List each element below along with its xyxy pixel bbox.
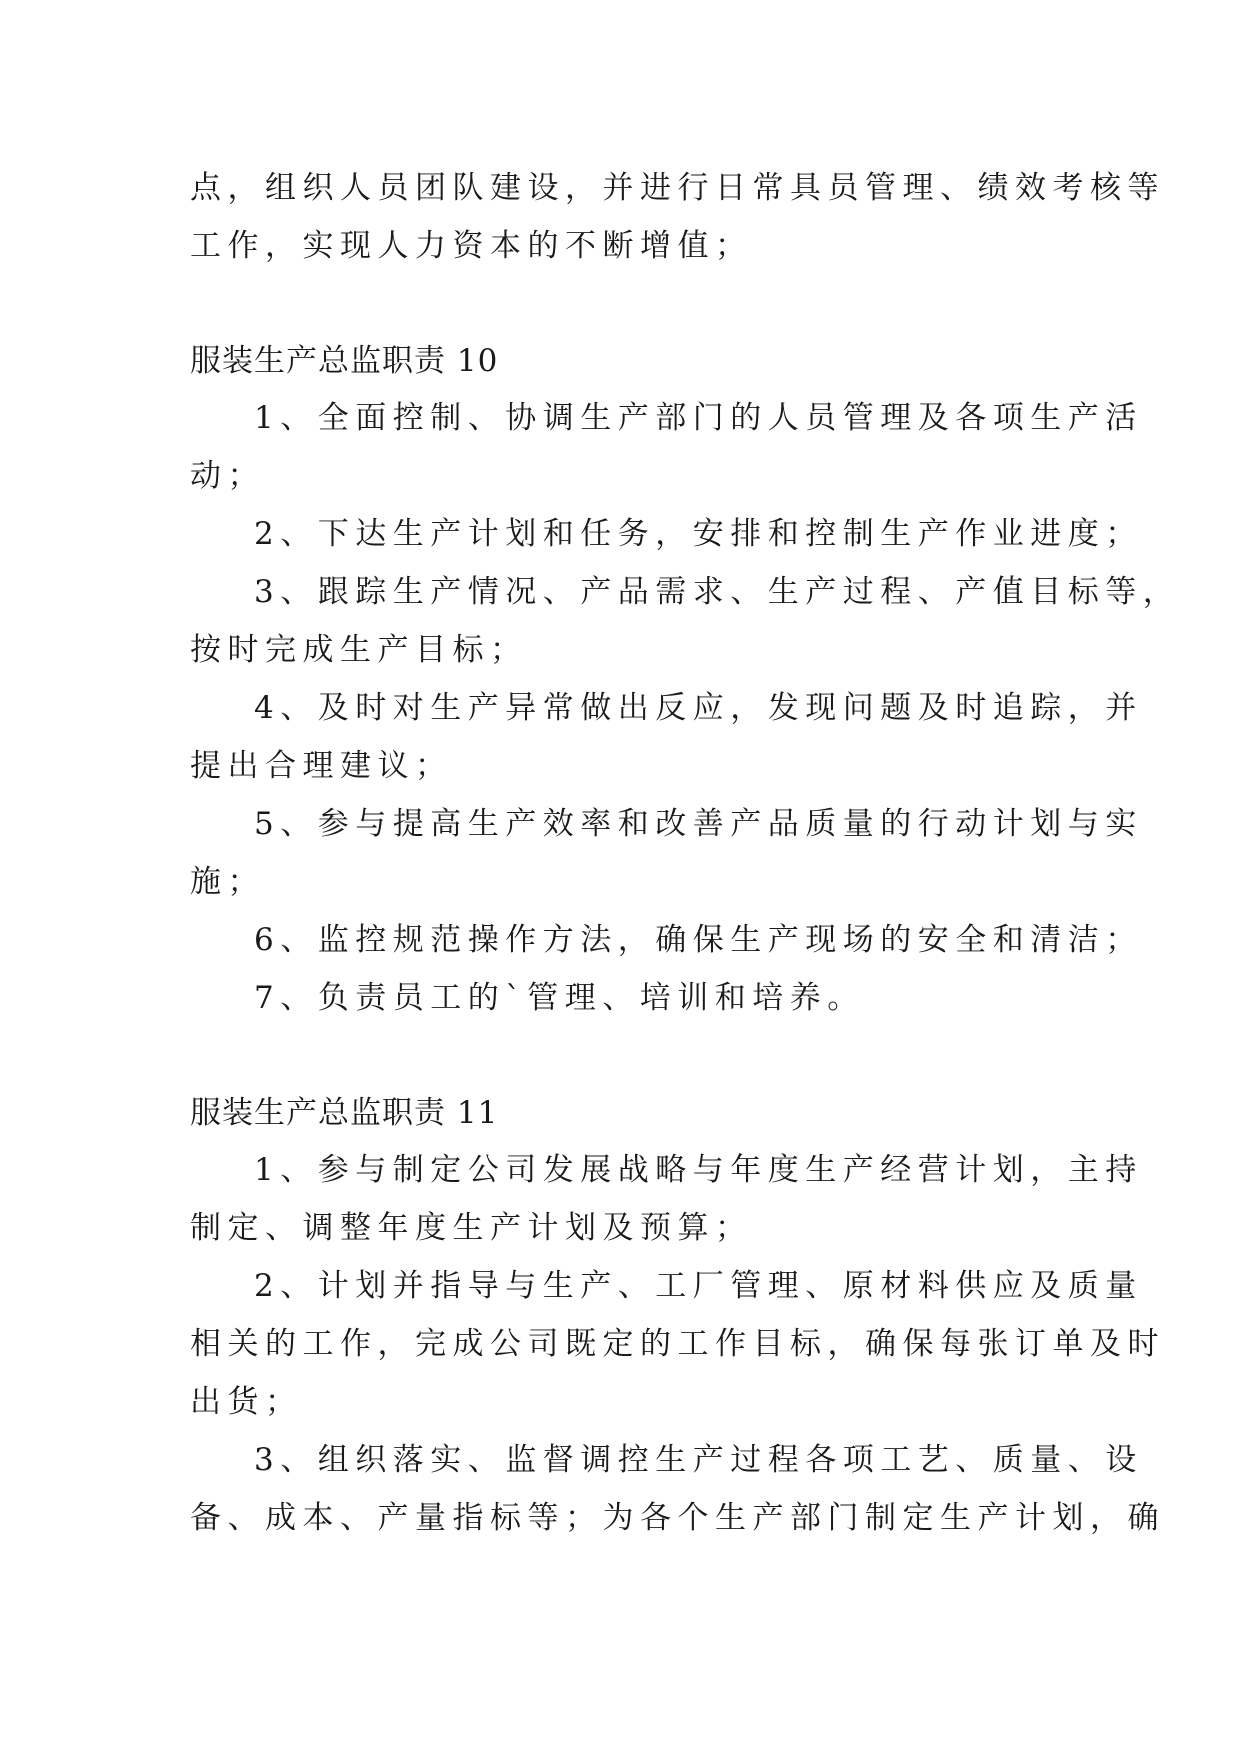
list-item-text: 4、及时对生产异常做出反应，发现问题及时追踪，并 — [254, 690, 1143, 726]
list-item-text: 6、监控规范操作方法，确保生产现场的安全和清洁； — [254, 922, 1143, 958]
list-item-text: 施； — [190, 864, 265, 900]
section-heading: 服装生产总监职责 10 — [190, 343, 499, 379]
list-item-text: 提出合理建议； — [190, 748, 453, 784]
list-item-text: 2、计划并指导与生产、工厂管理、原材料供应及质量 — [254, 1268, 1143, 1304]
list-item-text: 3、组织落实、监督调控生产过程各项工艺、质量、设 — [254, 1442, 1143, 1478]
list-item-text: 5、参与提高生产效率和改善产品质量的行动计划与实 — [254, 806, 1143, 842]
body-text-line: 工作，实现人力资本的不断增值； — [190, 228, 753, 264]
list-item-text: 制定、调整年度生产计划及预算； — [190, 1210, 753, 1246]
section-heading: 服装生产总监职责 11 — [190, 1095, 499, 1131]
list-item-text: 3、跟踪生产情况、产品需求、生产过程、产值目标等， — [254, 574, 1181, 610]
list-item-text: 1、全面控制、协调生产部门的人员管理及各项生产活 — [254, 400, 1143, 436]
list-item-text: 相关的工作，完成公司既定的工作目标，确保每张订单及时 — [190, 1326, 1165, 1362]
list-item-text: 出货； — [190, 1384, 303, 1420]
list-item-text: 动； — [190, 458, 265, 494]
list-item-text: 2、下达生产计划和任务，安排和控制生产作业进度； — [254, 516, 1143, 552]
list-item-text: 1、参与制定公司发展战略与年度生产经营计划，主持 — [254, 1152, 1143, 1188]
list-item-text: 备、成本、产量指标等；为各个生产部门制定生产计划，确 — [190, 1500, 1165, 1536]
list-item-text: 按时完成生产目标； — [190, 632, 528, 668]
list-item-text: 7、负责员工的`管理、培训和培养。 — [254, 980, 865, 1016]
body-text-line: 点，组织人员团队建设，并进行日常具员管理、绩效考核等 — [190, 170, 1165, 206]
